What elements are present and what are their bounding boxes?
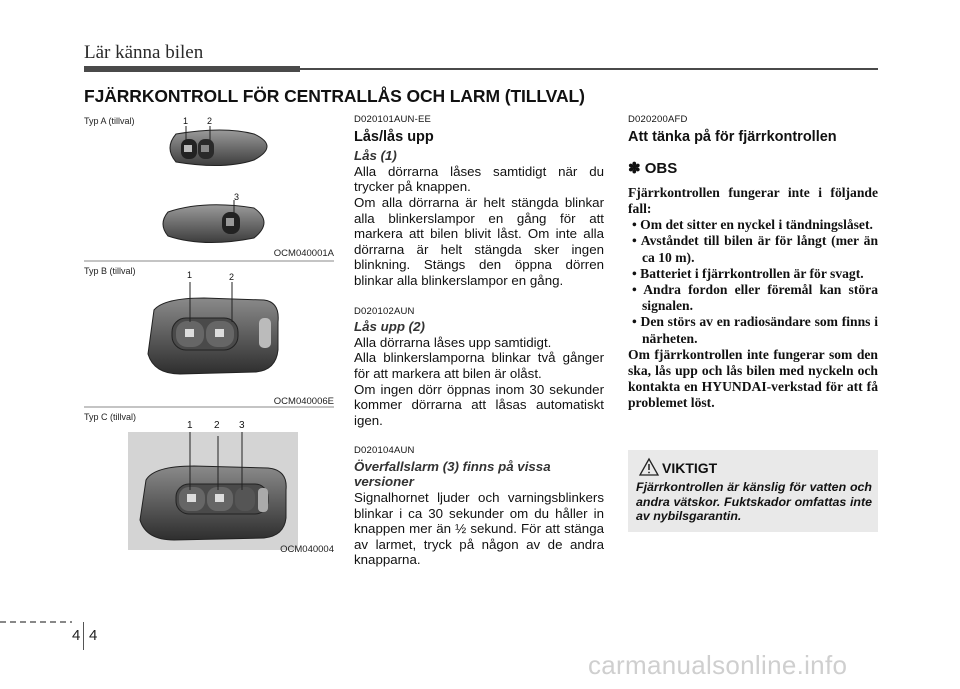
paragraph: Signalhornet ljuder och varningsblinkers blinkar i ca 30 sekunder om du håller in knappen mer än ½ sekund. För att stänga av larmet, tryck på någon av de andra knapparna. [354, 490, 604, 568]
paragraph: Alla dörrarna låses upp samtidigt. [354, 334, 552, 350]
column-middle [354, 112, 604, 568]
paragraph: Fjärrkontrollen fungerar inte i följande fall: [628, 184, 878, 216]
list-item: • Om det sitter en nyckel i tändningslåset. [632, 217, 873, 233]
header-rule-thin [300, 68, 878, 70]
subsection-heading: Att tänka på för fjärrkontrollen [628, 128, 837, 145]
figure-code: OCM040001A [273, 248, 334, 259]
obs-body [628, 185, 878, 412]
warning-text: Fjärrkontrollen är känslig för vatten och andra vätskor. Fuktskador omfattas inte av nybilsgarantin. [636, 480, 872, 523]
callout-2: 2 [214, 420, 220, 431]
figure-type-label: Typ A (tillval) [84, 116, 135, 126]
paragraph: Om alla dörrarna är helt stängda blinkar alla blinkerslampor en gång för att markera att bilen blivit låst. Om inte alla dörrarna är helt stängda sker ingen blinkning. Stängs den öppna dörren blinkar alla blinkerslampor en gång. [354, 194, 604, 288]
page-number-separator [83, 622, 84, 650]
list-item: • Den störs av en radiosändare som finns i närheten. [632, 314, 878, 346]
section-code: D020101AUN-EE [354, 114, 432, 125]
figure-type-a [84, 112, 334, 262]
paragraph: Alla dörrarna låses samtidigt när du trycker på knappen. [354, 163, 604, 195]
subsection-heading: Lås/lås upp [354, 128, 434, 145]
callout-1: 1 [187, 420, 193, 431]
warning-triangle-icon [638, 457, 660, 477]
item-heading: Överfallslarm (3) finns på vissa versioner [354, 458, 551, 490]
section-title: FJÄRRKONTROLL FÖR CENTRALLÅS OCH LARM (TILLVAL) [84, 86, 585, 106]
figure-type-c [84, 408, 334, 558]
figure-type-label: Typ C (tillval) [84, 412, 137, 422]
obs-heading: ✽ OBS [628, 160, 678, 178]
warning-title: VIKTIGT [662, 460, 718, 476]
list-item: • Batteriet i fjärrkontrollen är för svagt. [632, 265, 864, 281]
paragraph: Om fjärrkontrollen inte fungerar som den ska, lås upp och lås bilen med nyckeln och kontakta en HYUNDAI-verkstad för att få problemet löst. [628, 346, 878, 411]
figure-type-label: Typ B (tillval) [84, 266, 136, 276]
list-item: • Andra fordon eller föremål kan störa signalen. [632, 282, 878, 314]
section-code: D020102AUN [354, 305, 415, 317]
callout-1: 1 [187, 270, 193, 280]
section-code: D020104AUN [354, 445, 415, 457]
watermark[interactable]: carmanualsonline.info [588, 650, 848, 680]
section-code: D020200AFD [628, 114, 688, 125]
item-heading: Lås (1) [354, 148, 397, 164]
chapter-title: Lär känna bilen [84, 42, 204, 63]
warning-box [628, 450, 878, 532]
column-right [628, 112, 878, 412]
key-fob-a-illustration [84, 112, 334, 262]
page-number: 4 [89, 627, 98, 644]
header-rule-thick [84, 66, 300, 72]
callout-1: 1 [183, 116, 189, 126]
paragraph: Alla blinkerslamporna blinkar två gånger för att markera att bilen är olåst. [354, 350, 604, 381]
callout-3: 3 [239, 420, 245, 431]
key-fob-c-illustration [84, 408, 334, 558]
list-item: • Avståndet till bilen är för långt (mer än ca 10 m). [632, 233, 878, 265]
key-fob-b-illustration [84, 262, 334, 408]
footer-dash-decoration [0, 608, 72, 636]
callout-2: 2 [207, 116, 213, 126]
page-number-chapter: 4 [72, 627, 81, 644]
figure-type-b [84, 262, 334, 408]
item-heading: Lås upp (2) [354, 319, 425, 335]
figure-code: OCM040004 [280, 544, 334, 555]
callout-2: 2 [229, 272, 235, 282]
paragraph: Om ingen dörr öppnas inom 30 sekunder kommer dörrarna att låsas automatiskt igen. [354, 381, 604, 428]
callout-3: 3 [234, 192, 240, 202]
figure-code: OCM040006E [273, 396, 334, 407]
